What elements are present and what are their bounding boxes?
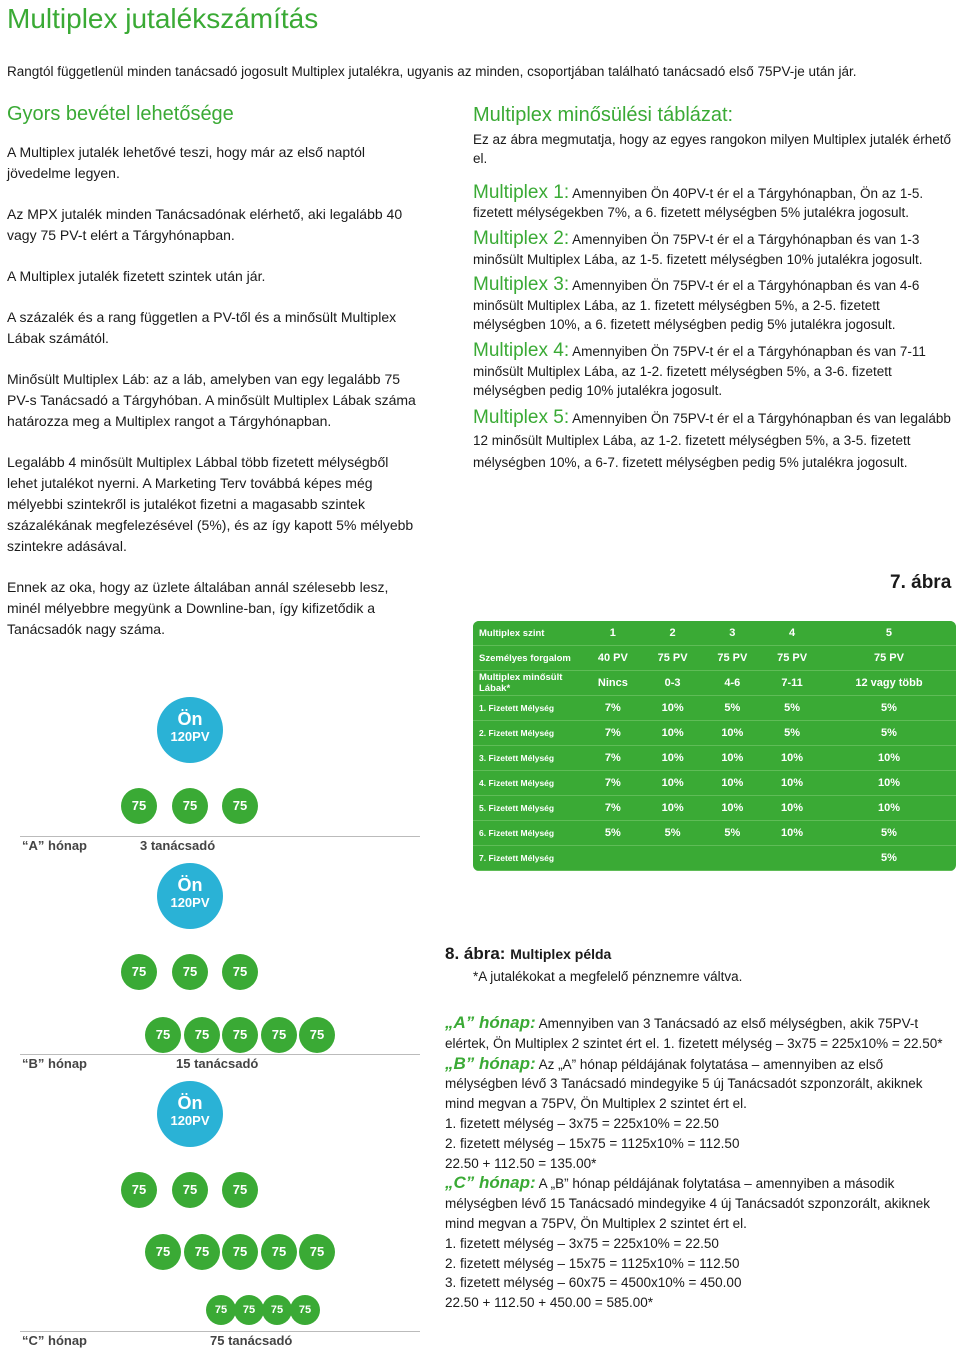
table-cell: 7% [583,696,643,721]
table-row [473,696,956,721]
consultant-node: 75 [184,1017,220,1053]
table-cell: 5% [762,696,822,721]
table-row-header: 2. Fizetett Mélység [473,721,583,746]
pv-label: 120PV [170,895,210,910]
table-cell: 1 [583,621,643,646]
table-row-header: 3. Fizetett Mélység [473,746,583,771]
consultant-node: 75 [206,1295,236,1325]
table-cell: 75 PV [643,646,703,671]
table-cell: 40 PV [583,646,643,671]
consultant-node: 75 [121,954,157,990]
table-cell: 5% [822,696,956,721]
figure-8-note: *A jutalékokat a megfelelő pénznemre váltva. [473,969,743,984]
table-cell: 10% [702,746,762,771]
divider-line [20,836,420,837]
table-cell: 3 [702,621,762,646]
table-cell: 10% [702,721,762,746]
month-label: “A” hónap [22,838,87,853]
table-cell: 12 vagy több [822,671,956,696]
example-b: „B” hónap: Az „A” hónap példájának folytatása – amennyiben az első mélységben lévő 3 Tanácsadó mindegyike 5 új Tanácsadót szponzorált, akiknek mind megvan a 75PV, Ön Multiplex 2 szintet ért el. [445,1053,923,1112]
table-cell: 5% [583,821,643,846]
left-heading: Gyors bevétel lehetősége [7,103,234,125]
consultant-node: 75 [184,1234,220,1270]
table-row [473,671,956,696]
table-row [473,721,956,746]
consultant-node: 75 [172,788,208,824]
month-label: “B” hónap [22,1056,87,1071]
table-cell: 75 PV [822,646,956,671]
pv-label: 120PV [170,729,210,744]
examples [445,1013,955,1313]
page-title: Multiplex jutalékszámítás [7,3,319,34]
table-row [473,621,956,646]
left-paragraph: Legalább 4 minősült Multiplex Lábbal több fizetett mélységből lehet jutalékot nyerni. A Marketing Terv továbbá képes még mélyebbi szintekről is jutalékot fizetni a magasabb szintek százalékának megfelezésével (5%), és az így kapott 5% mélyebb szintekre adásával. [7,454,414,554]
figure-7-caption: 7. ábra [890,572,952,593]
multiplex-level-5: Multiplex 5: Amennyiben Ön 75PV-t ér el a Tárgyhónapban és van legalább 12 minősült Multiplex Lába, az 1-2. fizetett mélységben 5%, a 3-5. fizetett mélységben 10%, a 6-7. fizetett mélységben pedig 5% jutalékra jogosult. [473,406,951,470]
table-row [473,796,956,821]
table-cell: 10% [643,746,703,771]
table-cell: 5% [702,696,762,721]
table-cell: 10% [702,771,762,796]
consultant-node: 75 [299,1017,335,1053]
table-cell: 10% [762,796,822,821]
table-row [473,821,956,846]
you-label: Ön [177,709,203,729]
table-cell: 5% [702,821,762,846]
table-row-header: Személyes forgalom [473,646,583,671]
consultant-node: 75 [261,1234,297,1270]
table-cell: 10% [643,796,703,821]
table-cell [583,846,643,871]
count-label: 75 tanácsadó [210,1333,293,1348]
consultant-node: 75 [222,954,258,990]
table-row-header: Multiplex minősült Lábak* [473,671,583,696]
multiplex-level-1: Multiplex 1: Amennyiben Ön 40PV-t ér el a Tárgyhónapban, Ön az 1-5. fizetett mélységekben 7%, a 6. fizetett mélységben 5% jutalékra jogosult. [473,181,924,221]
table-cell: 5 [822,621,956,646]
table-cell: 75 PV [702,646,762,671]
left-column [7,104,417,660]
table-row-header: Multiplex szint [473,621,583,646]
table-row-header: 7. Fizetett Mélység [473,846,583,871]
table-cell: 7-11 [762,671,822,696]
example-line: 1. fizetett mélység – 3x75 = 225x10% = 22.50 [445,1115,719,1131]
multiplex-level-4: Multiplex 4: Amennyiben Ön 75PV-t ér el a Tárgyhónapban és van 7-11 minősült Multiplex Lába, az 1-2. fizetett mélységben 5%, a 3-6. fizetett mélységben pedig 10% jutalékra jogosult. [473,339,926,399]
example-line: 3. fizetett mélység – 60x75 = 4500x10% = 450.00 [445,1275,742,1291]
left-paragraph: A százalék és a rang független a PV-től és a minősült Multiplex Lábak számától. [7,309,397,346]
example-line: 2. fizetett mélység – 15x75 = 1125x10% = 112.50 [445,1255,740,1271]
table-cell: 7% [583,746,643,771]
count-label: 3 tanácsadó [140,838,216,853]
consultant-node: 75 [222,1172,258,1208]
table-row-header: 4. Fizetett Mélység [473,771,583,796]
you-node [157,863,223,929]
left-paragraph: A Multiplex jutalék fizetett szintek után jár. [7,268,266,284]
table-cell: 0-3 [643,671,703,696]
table-cell: 10% [643,721,703,746]
table-cell: 5% [822,821,956,846]
table-cell: Nincs [583,671,643,696]
consultant-node: 75 [172,954,208,990]
consultant-node: 75 [222,1234,258,1270]
figure-8-caption: 8. ábra: Multiplex példa [445,944,612,963]
table-cell: 10% [643,696,703,721]
left-paragraph: A Multiplex jutalék lehetővé teszi, hogy már az első naptól jövedelme legyen. [7,144,365,181]
table-cell: 10% [762,746,822,771]
right-subtext: Ez az ábra megmutatja, hogy az egyes rangokon milyen Multiplex jutalék érhető el. [473,131,952,167]
you-node [157,697,223,763]
table-row-header: 5. Fizetett Mélység [473,796,583,821]
table-cell [762,846,822,871]
left-paragraph: Ennek az oka, hogy az üzlete általában annál szélesebb lesz, minél mélyebbre megyünk a Downline-ban, így kifizetődik a Tanácsadók nagy száma. [7,579,389,637]
table-cell [643,846,703,871]
intro-text: Rangtól függetlenül minden tanácsadó jogosult Multiplex jutalékra, ugyanis az minden, csoportjában található tanácsadó első 75PV-je után jár. [7,64,857,79]
right-column [473,106,953,480]
multiplex-table [473,621,956,871]
consultant-node: 75 [222,1017,258,1053]
table-cell: 4-6 [702,671,762,696]
left-paragraph: Az MPX jutalék minden Tanácsadónak elérhető, aki legalább 40 vagy 75 PV-t elért a Tárgyhónapban. [7,206,403,243]
consultant-node: 75 [262,1295,292,1325]
consultant-node: 75 [121,1172,157,1208]
table-row [473,771,956,796]
example-line: 22.50 + 112.50 + 450.00 = 585.00* [445,1295,654,1311]
example-a: „A” hónap: Amennyiben van 3 Tanácsadó az első mélységben, akik 75PV-t elértek, Ön Multiplex 2 szintet ért el. 1. fizetett mélység – 3x75 = 225x10% = 22.50* [445,1013,943,1051]
example-c: „C” hónap: A „B” hónap példájának folytatása – amennyiben a második mélységben lévő 15 Tanácsadó mindegyike 4 új Tanácsadót szponzorált, akiknek mind megvan a 75PV, Ön Multiplex 2 szintet ért el. [445,1173,931,1231]
table-cell: 10% [762,821,822,846]
consultant-node: 75 [234,1295,264,1325]
table-cell: 5% [643,821,703,846]
table-cell: 7% [583,796,643,821]
divider-line [20,1054,420,1055]
you-label: Ön [177,875,203,895]
consultant-node: 75 [222,788,258,824]
table-cell: 10% [702,796,762,821]
table-cell: 10% [762,771,822,796]
multiplex-level-2: Multiplex 2: Amennyiben Ön 75PV-t ér el a Tárgyhónapban és van 1-3 minősült Multiplex Lába, az 1-5. fizetett mélységben 10% jutalékra jogosult. [473,227,923,267]
multiplex-level-3: Multiplex 3: Amennyiben Ön 75PV-t ér el a Tárgyhónapban és van 4-6 minősült Multiplex Lába, az 1. fizetett mélységben 5%, a 2-5. fizetett mélységben 10%, a 6. fizetett mélységben pedig 5% jutalékra jogosult. [473,274,920,333]
example-line: 1. fizetett mélység – 3x75 = 225x10% = 22.50 [445,1235,719,1251]
table-cell: 7% [583,721,643,746]
table-cell: 5% [822,721,956,746]
right-heading: Multiplex minősülési táblázat: [473,104,734,126]
count-label: 15 tanácsadó [176,1056,259,1071]
table-cell: 10% [822,771,956,796]
divider-line [20,1331,420,1332]
consultant-node: 75 [121,788,157,824]
table-cell: 7% [583,771,643,796]
table-cell: 10% [822,746,956,771]
table-row [473,846,956,871]
table-row-header: 1. Fizetett Mélység [473,696,583,721]
consultant-node: 75 [145,1234,181,1270]
pv-label: 120PV [170,1113,210,1128]
table-cell: 5% [762,721,822,746]
table-row [473,746,956,771]
table-cell [702,846,762,871]
consultant-node: 75 [261,1017,297,1053]
table-cell: 2 [643,621,703,646]
table-row-header: 6. Fizetett Mélység [473,821,583,846]
table-row [473,646,956,671]
consultant-node: 75 [145,1017,181,1053]
table-cell: 4 [762,621,822,646]
month-label: “C” hónap [22,1333,87,1348]
table-cell: 75 PV [762,646,822,671]
table-cell: 5% [822,846,956,871]
consultant-node: 75 [299,1234,335,1270]
consultant-node: 75 [290,1295,320,1325]
table-cell: 10% [822,796,956,821]
example-line: 2. fizetett mélység – 15x75 = 1125x10% = 112.50 [445,1135,740,1151]
table-cell: 10% [643,771,703,796]
example-line: 22.50 + 112.50 = 135.00* [445,1155,597,1171]
consultant-node: 75 [172,1172,208,1208]
you-node [157,1081,223,1147]
you-label: Ön [177,1093,203,1113]
left-paragraph: Minősült Multiplex Láb: az a láb, amelyben van egy legalább 75 PV-s Tanácsadó a Tárgyhóban. A minősült Multiplex Lábak száma határozza meg a Multiplex rangot a Tárgyhónapban. [7,371,416,429]
